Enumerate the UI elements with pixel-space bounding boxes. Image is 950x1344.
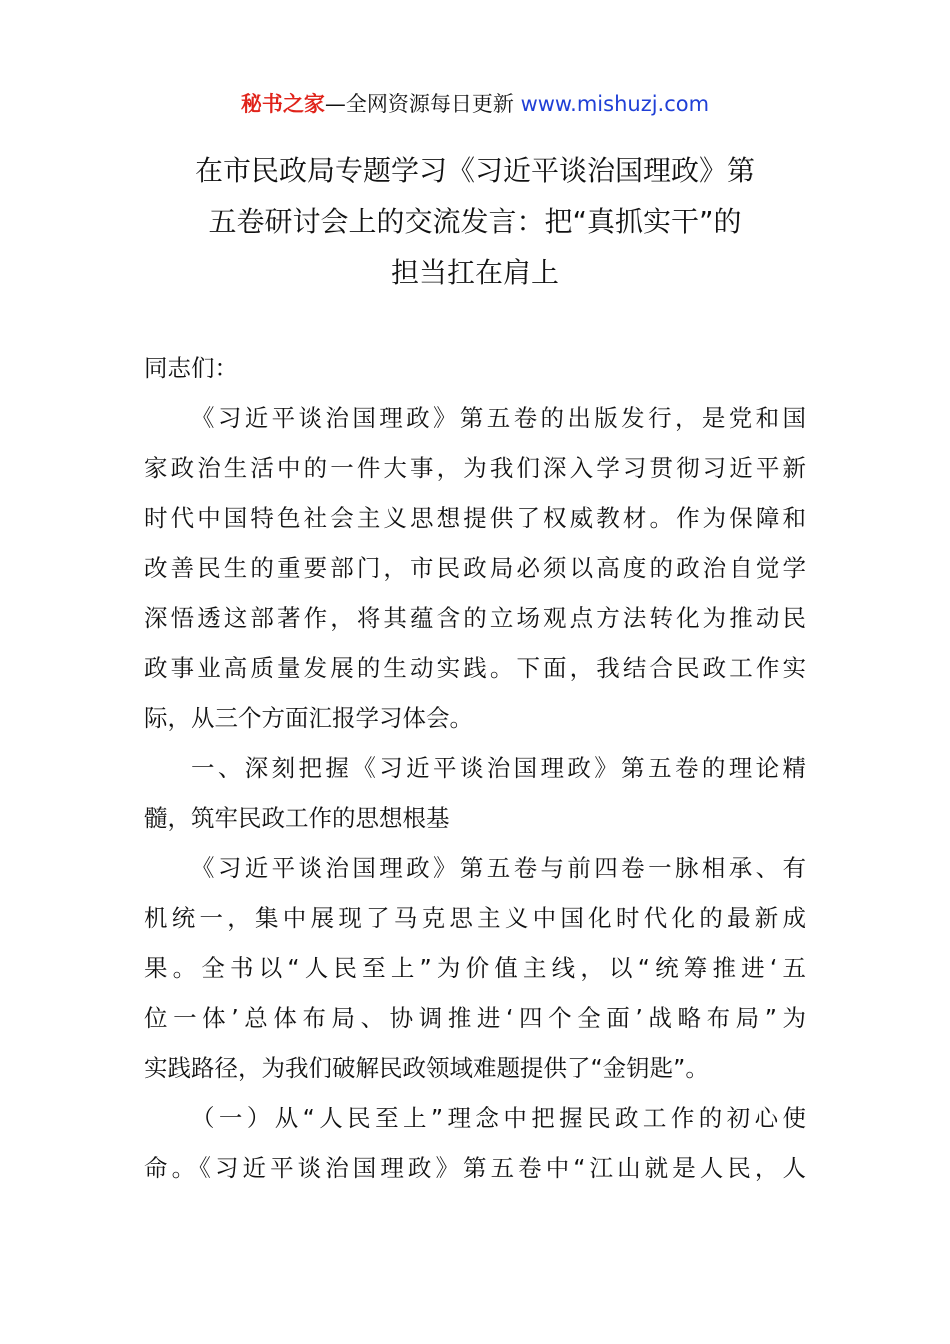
section-heading-line: 髓，筑牢民政工作的思想根基 [144, 804, 450, 832]
paragraph-line: 命。《习近平谈治国理政》第五卷中“江山就是人民，人 [144, 1154, 806, 1182]
paragraph-line: 《习近平谈治国理政》第五卷与前四卷一脉相承、有 [191, 854, 806, 882]
title-line: 担当扛在肩上 [390, 256, 559, 289]
paragraph-line: 政事业高质量发展的生动实践。下面，我结合民政工作实 [144, 654, 806, 682]
paragraph-line: 深悟透这部著作，将其蕴含的立场观点方法转化为推动民 [144, 604, 806, 632]
paragraph-line: 实践路径，为我们破解民政领域难题提供了“金钥匙”。 [144, 1054, 709, 1082]
paragraph-line: 《习近平谈治国理政》第五卷的出版发行，是党和国 [191, 404, 806, 432]
title-line: 五卷研讨会上的交流发言：把“真抓实干”的 [208, 205, 742, 238]
title-line: 在市民政局专题学习《习近平谈治国理政》第 [194, 154, 755, 187]
document-title [140, 145, 810, 298]
site-header [0, 88, 950, 120]
paragraph-line: 改善民生的重要部门，市民政局必须以高度的政治自觉学 [144, 554, 806, 582]
section-heading-line: 一、深刻把握《习近平谈治国理政》第五卷的理论精 [191, 754, 806, 782]
paragraph-line: 位一体’总体布局、协调推进‘四个全面’战略布局”为 [144, 1004, 806, 1032]
paragraph-line: 时代中国特色社会主义思想提供了权威教材。作为保障和 [144, 504, 806, 532]
document-body [144, 343, 806, 1193]
paragraph-line: 家政治生活中的一件大事，为我们深入学习贯彻习近平新 [144, 454, 806, 482]
paragraph-line: 果。全书以“人民至上”为价值主线，以“统筹推进‘五 [144, 954, 806, 982]
paragraph-line: 际，从三个方面汇报学习体会。 [144, 704, 473, 732]
paragraph-line: 机统一，集中展现了马克思主义中国化时代化的最新成 [144, 904, 806, 932]
salutation: 同志们： [144, 354, 238, 382]
site-brand: 秘书之家 [240, 92, 325, 116]
paragraph-line: （一）从“人民至上”理念中把握民政工作的初心使 [191, 1104, 806, 1132]
site-url-link[interactable]: www.mishuzj.com [520, 92, 710, 116]
site-tagline: —全网资源每日更新 [324, 92, 514, 116]
